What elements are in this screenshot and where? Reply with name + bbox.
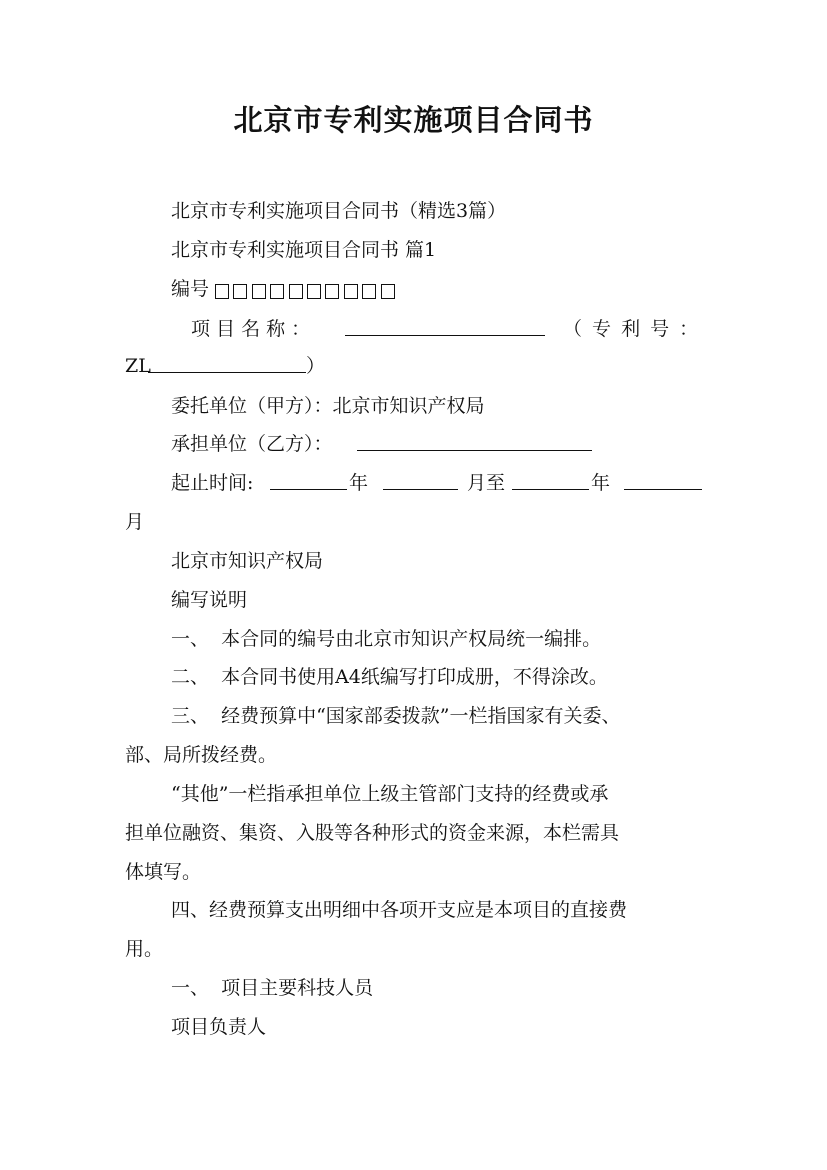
start-year-blank	[270, 469, 347, 490]
zl-close: ）	[306, 355, 326, 377]
serial-box	[307, 284, 321, 299]
serial-box	[215, 284, 229, 299]
instruction-item-4-cont: 用。	[125, 938, 164, 960]
instruction-item-2: 二、 本合同书使用A4纸编写打印成册，不得涂改。	[171, 666, 608, 688]
other-note-line-3: 体填写。	[125, 861, 202, 883]
serial-box	[344, 284, 358, 299]
end-year-blank	[512, 469, 589, 490]
end-month-blank	[624, 469, 702, 490]
year-label: 年	[349, 472, 369, 494]
serial-box	[270, 284, 284, 299]
patent-no-label: （ 专 利 号 ：	[563, 318, 701, 340]
start-month-blank	[383, 469, 458, 490]
subtitle-line: 北京市专利实施项目合同书（精选3篇）	[171, 200, 507, 222]
year-label-2: 年	[591, 472, 611, 494]
instructions-heading: 编写说明	[171, 589, 248, 611]
month-label: 月	[125, 511, 145, 533]
other-note-line-1: “其他”一栏指承担单位上级主管部门支持的经费或承	[171, 783, 609, 805]
serial-box	[233, 284, 247, 299]
serial-box	[362, 284, 376, 299]
project-name-label: 项 目 名 称 ：	[191, 318, 311, 340]
instruction-item-3: 三、 经费预算中“国家部委拨款”一栏指国家有关委、	[171, 705, 621, 727]
contractor-blank	[357, 430, 592, 451]
serial-label: 编号	[171, 278, 210, 300]
page-title: 北京市专利实施项目合同书	[233, 103, 594, 137]
month-to-label: 月至	[467, 472, 506, 494]
contractor-label: 承担单位（乙方）：	[171, 433, 333, 455]
instruction-item-4: 四、经费预算支出明细中各项开支应是本项目的直接费	[171, 899, 628, 921]
org-line: 北京市知识产权局	[171, 550, 324, 572]
patent-no-blank	[148, 352, 306, 373]
serial-boxes	[215, 279, 399, 299]
project-leader-label: 项目负责人	[171, 1016, 267, 1038]
section-heading: 北京市专利实施项目合同书 篇1	[171, 239, 437, 261]
section-1-heading: 一、 项目主要科技人员	[171, 977, 374, 999]
serial-box	[381, 284, 395, 299]
instruction-item-1: 一、 本合同的编号由北京市知识产权局统一编排。	[171, 628, 602, 650]
serial-box	[289, 284, 303, 299]
instruction-item-3-cont: 部、局所拨经费。	[125, 744, 278, 766]
serial-box	[252, 284, 266, 299]
project-name-blank	[345, 315, 545, 336]
period-label: 起止时间:	[171, 472, 254, 494]
serial-box	[325, 284, 339, 299]
zl-prefix: ZL	[125, 355, 151, 377]
other-note-line-2: 担单位融资、集资、入股等各种形式的资金来源，本栏需具	[125, 822, 620, 844]
client-line: 委托单位（甲方）：北京市知识产权局	[171, 395, 485, 417]
